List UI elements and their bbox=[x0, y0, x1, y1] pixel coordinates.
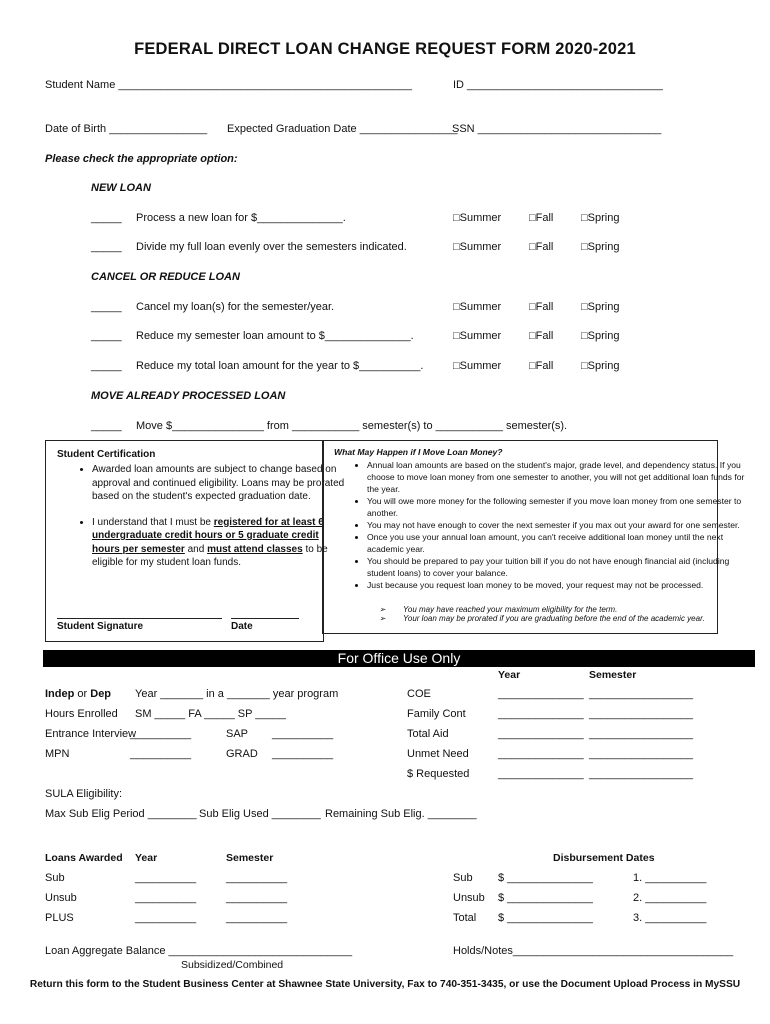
coe-label: COE bbox=[407, 688, 431, 700]
mpn-blank[interactable]: __________ bbox=[130, 748, 192, 760]
spring-checkbox[interactable]: □Spring bbox=[581, 330, 620, 342]
ssn-field[interactable]: SSN ______________________________ bbox=[452, 123, 662, 135]
form-title: FEDERAL DIRECT LOAN CHANGE REQUEST FORM 2020-2021 bbox=[134, 40, 636, 58]
subsidized-combined-label: Subsidized/Combined bbox=[181, 959, 284, 971]
summer-checkbox[interactable]: □Summer bbox=[453, 212, 502, 224]
bullet-text: to be eligible for my student loan funds. bbox=[92, 543, 328, 568]
signature-line[interactable] bbox=[57, 618, 222, 619]
student-certification-box bbox=[45, 440, 345, 642]
loans-year-header: Year bbox=[135, 852, 158, 864]
happen-item: • Annual loan amounts are based on the student's major, grade level, and dependency status. If you choose to move loan money from one semester to another, you will not get additional loan funds for the year. bbox=[367, 459, 747, 495]
grad-date-field[interactable]: Expected Graduation Date ________________ bbox=[227, 123, 458, 135]
office-use-bar: For Office Use Only bbox=[43, 650, 755, 667]
indep-dep-label bbox=[45, 688, 111, 700]
bullet-bold-text: registered for at least 6 undergraduate credit hours or 5 graduate credit hours per semester bbox=[92, 516, 324, 555]
mpn-label: MPN bbox=[45, 748, 70, 760]
hours-enrolled-field[interactable]: SM _____ FA _____ SP _____ bbox=[135, 708, 286, 720]
loans-semester-header: Semester bbox=[226, 852, 274, 864]
fall-checkbox[interactable]: □Fall bbox=[529, 360, 554, 372]
option-blank[interactable]: _____ bbox=[91, 360, 122, 372]
disbursement-dates-header: Disbursement Dates bbox=[553, 852, 655, 864]
happen-item: • Just because you request loan money to be moved, your request may not be processed. bbox=[367, 579, 747, 591]
fall-checkbox[interactable]: □Fall bbox=[529, 241, 554, 253]
footer-instructions: Return this form to the Student Business Center at Shawnee State University, Fax to 740-351-3435, or use the Document Upload Process in MySSU bbox=[29, 979, 741, 990]
option-text: Process a new loan for $______________. bbox=[136, 212, 346, 224]
total-aid-year-blank[interactable]: ______________ bbox=[498, 728, 584, 740]
disbursement-date-blank[interactable]: 3. __________ bbox=[633, 912, 707, 924]
requested-year-blank[interactable]: ______________ bbox=[498, 768, 584, 780]
summer-checkbox[interactable]: □Summer bbox=[453, 330, 502, 342]
sap-blank[interactable]: __________ bbox=[272, 728, 334, 740]
total-aid-label: Total Aid bbox=[407, 728, 449, 740]
total-aid-semester-blank[interactable]: _________________ bbox=[589, 728, 694, 740]
requested-semester-blank[interactable]: _________________ bbox=[589, 768, 694, 780]
loan-semester-blank[interactable]: __________ bbox=[226, 892, 288, 904]
date-label: Date bbox=[231, 621, 253, 632]
what-may-happen-box bbox=[322, 440, 745, 634]
amount-blank[interactable]: $ ______________ bbox=[498, 912, 593, 924]
move-blank[interactable]: _____ bbox=[91, 420, 122, 432]
fall-checkbox[interactable]: □Fall bbox=[529, 212, 554, 224]
happen-subitem bbox=[379, 614, 709, 623]
loan-semester-blank[interactable]: __________ bbox=[226, 872, 288, 884]
disbursement-date-blank[interactable]: 2. __________ bbox=[633, 892, 707, 904]
id-field[interactable]: ID ________________________________ bbox=[453, 79, 663, 91]
happen-item: • You may not have enough to cover the next semester if you max out your award for one semester. bbox=[367, 519, 747, 531]
happen-item: • You should be prepared to pay your tuition bill if you do not have enough financial aid (including student loans) to cover your balance. bbox=[367, 555, 747, 579]
remaining-sub-elig-field[interactable]: Remaining Sub Elig. ________ bbox=[325, 808, 477, 820]
family-cont-label: Family Cont bbox=[407, 708, 466, 720]
coe-year-blank[interactable]: ______________ bbox=[498, 688, 584, 700]
certification-bullet bbox=[92, 516, 347, 570]
loan-type-label: PLUS bbox=[45, 912, 74, 924]
spring-checkbox[interactable]: □Spring bbox=[581, 301, 620, 313]
disbursement-date-blank[interactable]: 1. __________ bbox=[633, 872, 707, 884]
bullet-text: I understand that I must be bbox=[92, 516, 214, 528]
option-text: Reduce my total loan amount for the year to $__________. bbox=[136, 360, 424, 372]
unmet-semester-blank[interactable]: _________________ bbox=[589, 748, 694, 760]
summer-checkbox[interactable]: □Summer bbox=[453, 241, 502, 253]
option-blank[interactable]: _____ bbox=[91, 241, 122, 253]
loan-year-blank[interactable]: __________ bbox=[135, 892, 197, 904]
option-text: Divide my full loan evenly over the semesters indicated. bbox=[136, 241, 407, 253]
entrance-interview-label: Entrance Interview bbox=[45, 728, 137, 740]
loan-semester-blank[interactable]: __________ bbox=[226, 912, 288, 924]
certification-bullet: • Awarded loan amounts are subject to change based on approval and continued eligibility. Loans may be prorated based on the student's expected graduation date. bbox=[92, 463, 347, 504]
move-text: Move $_______________ from ___________ semester(s) to ___________ semester(s). bbox=[136, 420, 568, 432]
option-blank[interactable]: _____ bbox=[91, 330, 122, 342]
dob-field[interactable]: Date of Birth ________________ bbox=[45, 123, 208, 135]
cancel-loan-heading: CANCEL OR REDUCE LOAN bbox=[91, 271, 240, 283]
subitem-text: You may have reached your maximum eligibility for the term. bbox=[403, 605, 618, 614]
option-blank[interactable]: _____ bbox=[91, 301, 122, 313]
summer-checkbox[interactable]: □Summer bbox=[453, 360, 502, 372]
dep-text: Dep bbox=[90, 688, 112, 700]
option-text: Cancel my loan(s) for the semester/year. bbox=[136, 301, 335, 313]
year-program-field[interactable]: Year _______ in a _______ year program bbox=[135, 688, 339, 700]
arrow-icon: ➢ bbox=[379, 605, 386, 614]
happen-item: • You will owe more money for the following semester if you move loan money from one semester to another. bbox=[367, 495, 747, 519]
sub-elig-used-field[interactable]: Sub Elig Used ________ bbox=[199, 808, 321, 820]
coe-semester-blank[interactable]: _________________ bbox=[589, 688, 694, 700]
hours-enrolled-label: Hours Enrolled bbox=[45, 708, 118, 720]
summer-checkbox[interactable]: □Summer bbox=[453, 301, 502, 313]
family-semester-blank[interactable]: _________________ bbox=[589, 708, 694, 720]
loans-awarded-header: Loans Awarded bbox=[45, 852, 123, 864]
unmet-need-label: Unmet Need bbox=[407, 748, 469, 760]
spring-checkbox[interactable]: □Spring bbox=[581, 212, 620, 224]
amount-label: Sub bbox=[453, 872, 473, 884]
certification-heading: Student Certification bbox=[57, 449, 156, 460]
or-text: or bbox=[74, 688, 91, 700]
check-option-instruction: Please check the appropriate option: bbox=[45, 153, 238, 165]
option-blank[interactable]: _____ bbox=[91, 212, 122, 224]
max-sub-elig-field[interactable]: Max Sub Elig Period ________ bbox=[45, 808, 197, 820]
student-name-field[interactable]: Student Name ________________________________________________ bbox=[45, 79, 413, 91]
signature-label: Student Signature bbox=[57, 621, 144, 632]
subitem-text: Your loan may be prorated if you are graduating before the end of the academic year. bbox=[403, 614, 705, 623]
amount-label: Unsub bbox=[453, 892, 485, 904]
happen-heading: What May Happen if I Move Loan Money? bbox=[334, 447, 503, 457]
fall-checkbox[interactable]: □Fall bbox=[529, 330, 554, 342]
grad-label: GRAD bbox=[226, 748, 258, 760]
happen-item: • Once you use your annual loan amount, you can't receive additional loan money until the next academic year. bbox=[367, 531, 747, 555]
loan-year-blank[interactable]: __________ bbox=[135, 872, 197, 884]
date-line[interactable] bbox=[231, 618, 299, 619]
amount-label: Total bbox=[453, 912, 477, 924]
fall-checkbox[interactable]: □Fall bbox=[529, 301, 554, 313]
loan-aggregate-balance-field[interactable]: Loan Aggregate Balance ______________________________ bbox=[45, 945, 353, 957]
year-header: Year bbox=[498, 669, 521, 681]
bullet-bold-text: must attend classes bbox=[207, 543, 303, 555]
option-text: Reduce my semester loan amount to $______________. bbox=[136, 330, 414, 342]
unmet-year-blank[interactable]: ______________ bbox=[498, 748, 584, 760]
family-year-blank[interactable]: ______________ bbox=[498, 708, 584, 720]
amount-blank[interactable]: $ ______________ bbox=[498, 892, 593, 904]
indep-text: Indep bbox=[45, 688, 75, 700]
loan-type-label: Unsub bbox=[45, 892, 77, 904]
loan-type-label: Sub bbox=[45, 872, 65, 884]
entrance-interview-blank[interactable]: __________ bbox=[130, 728, 192, 740]
grad-blank[interactable]: __________ bbox=[272, 748, 334, 760]
bullet-text: and bbox=[184, 543, 208, 555]
happen-subitem bbox=[379, 605, 709, 614]
spring-checkbox[interactable]: □Spring bbox=[581, 360, 620, 372]
new-loan-heading: NEW LOAN bbox=[91, 182, 151, 194]
amount-blank[interactable]: $ ______________ bbox=[498, 872, 593, 884]
arrow-icon: ➢ bbox=[379, 614, 386, 623]
sula-eligibility-label: SULA Eligibility: bbox=[45, 788, 123, 800]
requested-label: $ Requested bbox=[407, 768, 470, 780]
semester-header: Semester bbox=[589, 669, 637, 681]
sap-label: SAP bbox=[226, 728, 249, 740]
loan-year-blank[interactable]: __________ bbox=[135, 912, 197, 924]
move-loan-heading: MOVE ALREADY PROCESSED LOAN bbox=[91, 390, 286, 402]
spring-checkbox[interactable]: □Spring bbox=[581, 241, 620, 253]
holds-notes-field[interactable]: Holds/Notes____________________________________ bbox=[453, 945, 734, 957]
